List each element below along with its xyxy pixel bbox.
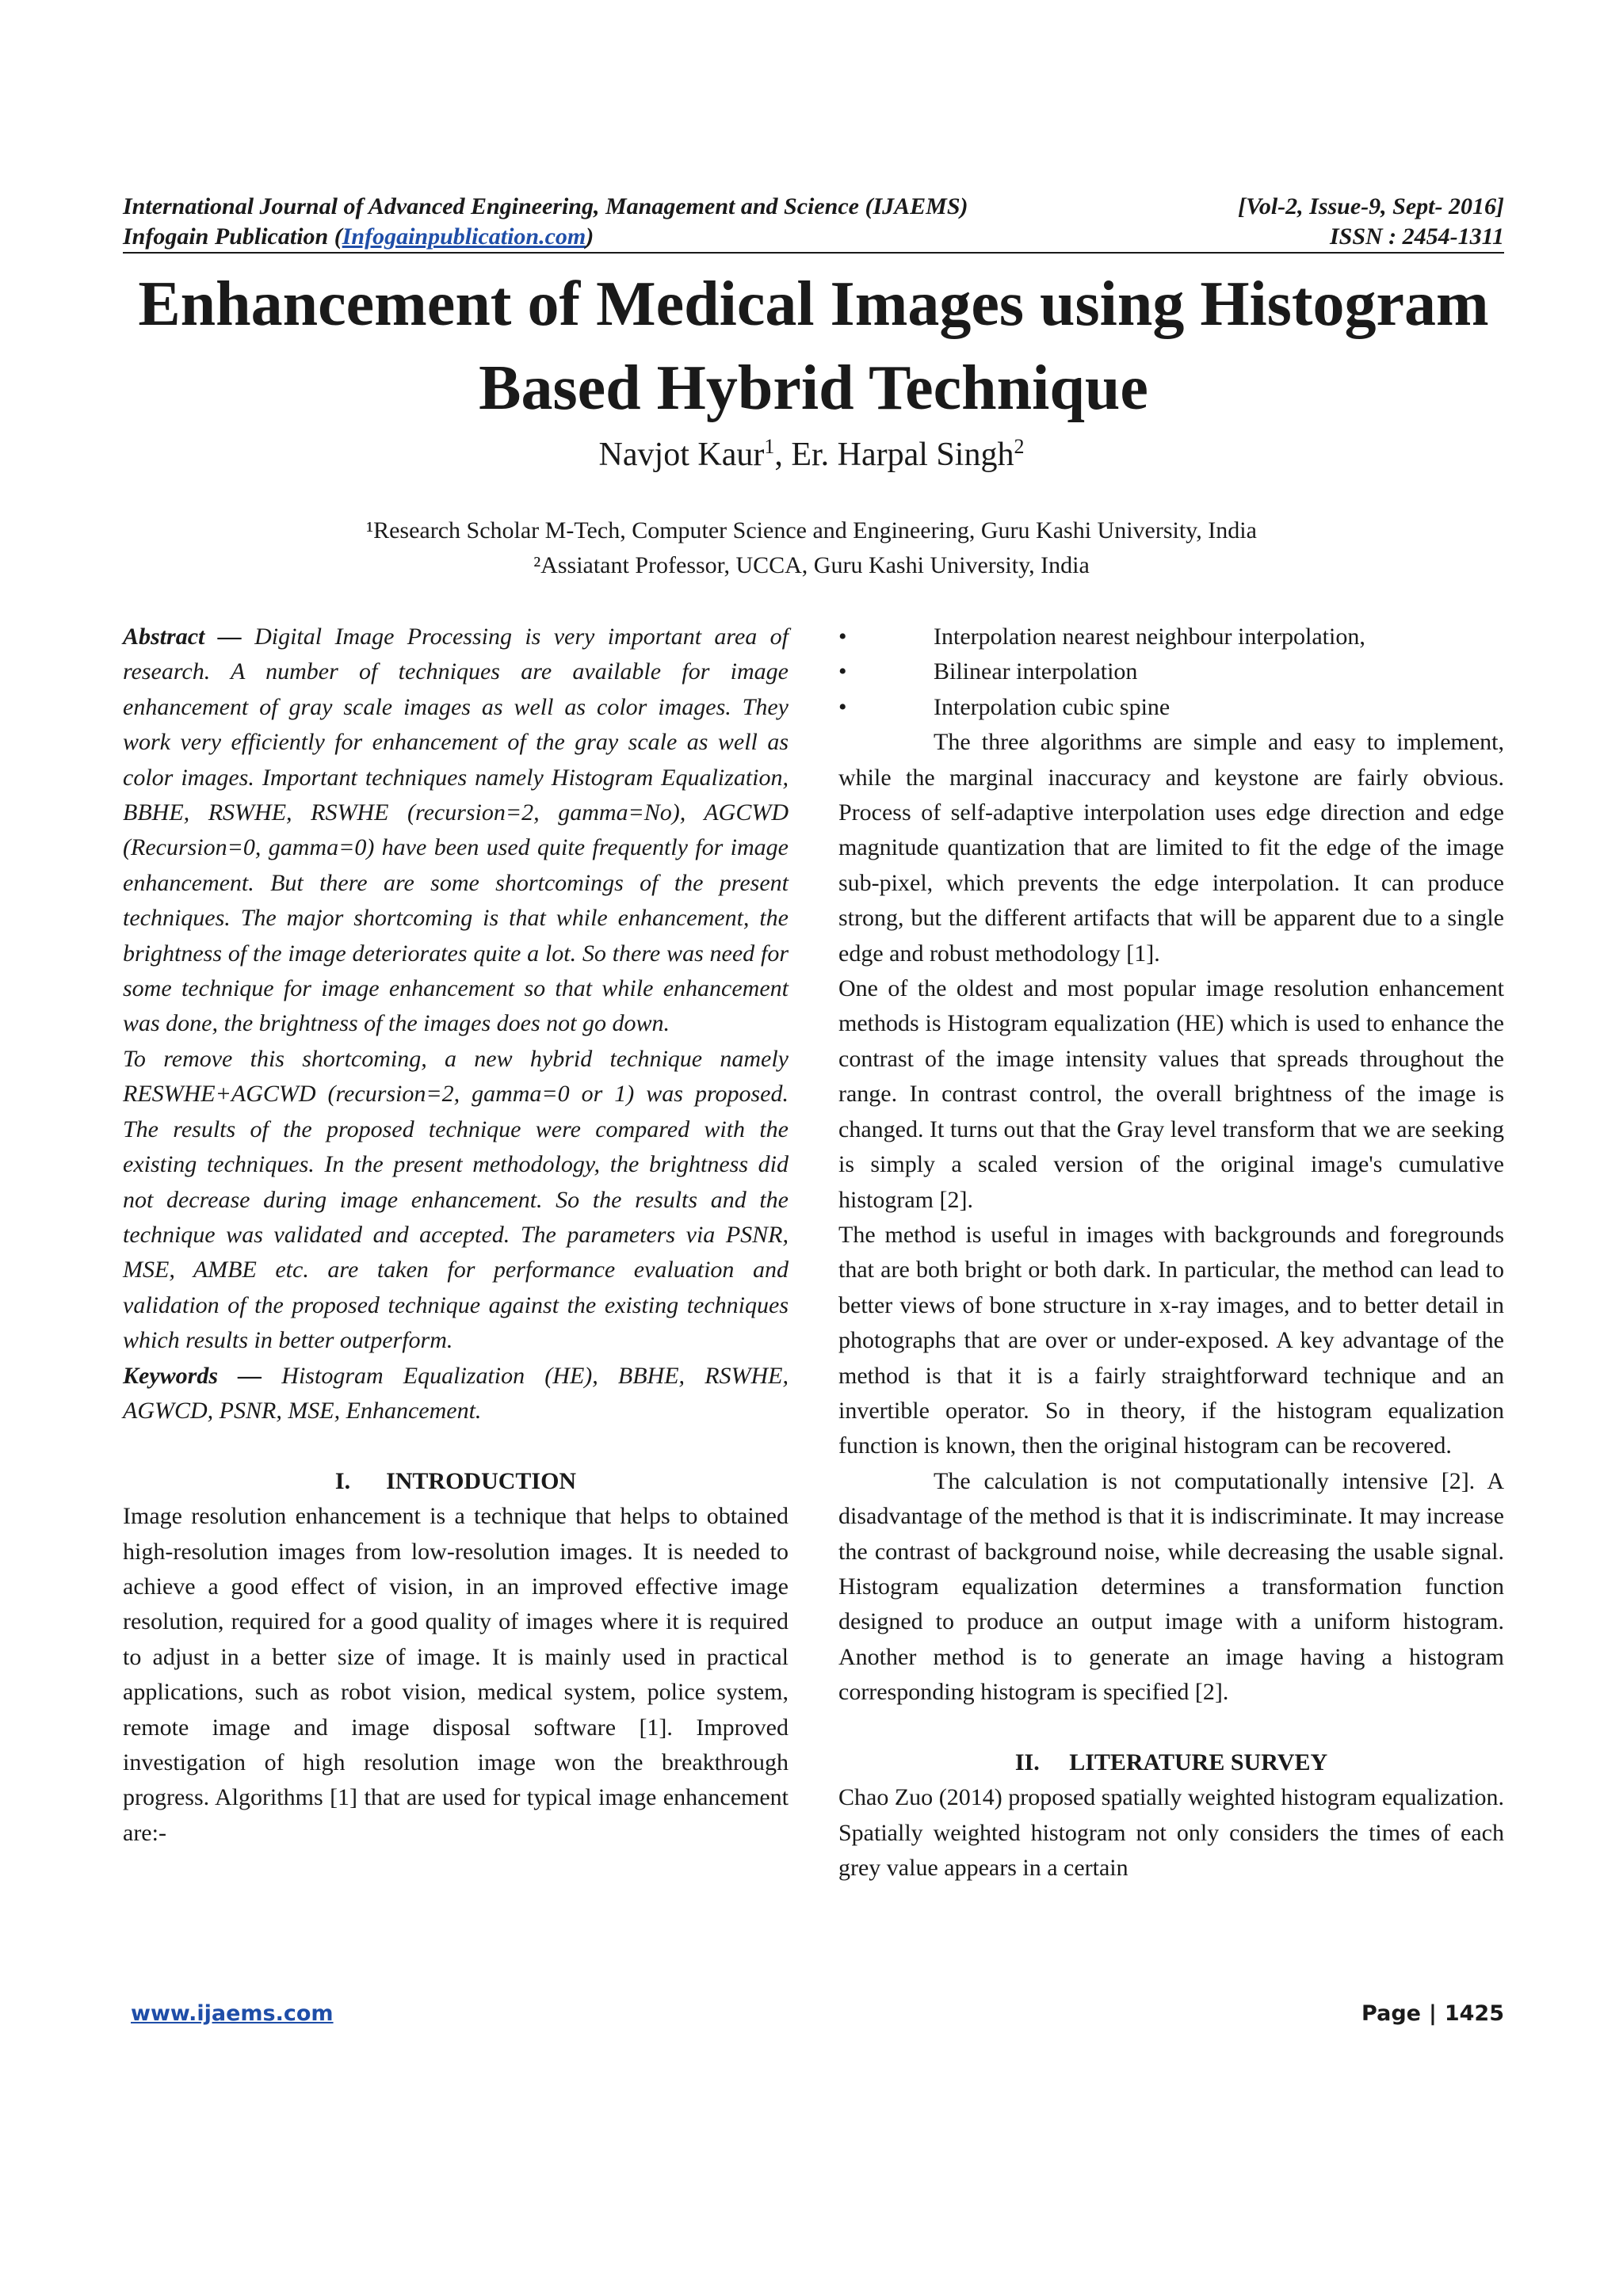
list-item: [838, 690, 1504, 725]
abstract-text-2: To remove this shortcoming, a new hybrid technique namely RESWHE+AGCWD (recursion=2, gamma=0 or 1) was proposed. The results of the proposed technique were compared with the existing techniques. In the present methodology, the brightness did not decrease during image enhancement. So the results and the technique was validated and accepted. The parameters via PSNR, MSE, AMBE etc. are taken for performance evaluation and validation of the proposed technique against the existing techniques which results in better outperform.: [123, 1045, 789, 1354]
author-1-sup: 1: [764, 435, 775, 458]
keywords: [123, 1359, 789, 1429]
algorithm-list: [838, 620, 1504, 725]
author-2: Er. Harpal Singh: [791, 437, 1014, 473]
website-link[interactable]: www.ijaems.com: [131, 2001, 334, 2026]
literature-paragraph-1: Chao Zuo (2014) proposed spatially weighted histogram equalization. Spatially weighted histogram not only considers the times of each grey value appears in a certain: [838, 1784, 1504, 1882]
left-column: [123, 620, 789, 1851]
right-paragraph-1: The three algorithms are simple and easy to implement, while the marginal inaccuracy and keystone are fairly obvious. Process of self-adaptive interpolation uses edge direction and edge magnitude quantization that are limited to fit the edge of the image sub-pixel, which prevents the edge interpolation. It can produce strong, but the different artifacts that will be apparent due to a single edge and robust methodology [1].: [838, 729, 1504, 967]
publisher: [123, 223, 594, 250]
journal-name: International Journal of Advanced Engineering, Management and Science (IJAEMS): [123, 193, 968, 219]
issn: ISSN : 2454-1311: [1329, 223, 1504, 250]
bullet-icon: •: [838, 693, 847, 720]
header-rule: [123, 252, 1504, 254]
right-paragraph-3: The method is useful in images with backgrounds and foregrounds that are both bright or both dark. In particular, the method can lead to better views of bone structure in x-ray images, and to better detail in photographs that are over or under-exposed. A key advantage of the method is that it is a fairly straightforward technique and an invertible operator. So in theory, if the histogram equalization function is known, then the original histogram can be recovered.: [838, 1221, 1504, 1459]
right-paragraph-4: The calculation is not computationally intensive [2]. A disadvantage of the method is that it is indiscriminate. It may increase the contrast of background noise, while decreasing the usable signal. Histogram equalization determines a transformation function designed to produce an output image with a uniform histogram. Another method is to generate an image having a histogram corresponding histogram is specified [2].: [838, 1467, 1504, 1706]
right-paragraph-2: One of the oldest and most popular image resolution enhancement methods is Histogram equalization (HE) which is used to enhance the contrast of the image intensity values that spreads throughout the range. In contrast control, the overall brightness of the image is changed. It turns out that the Gray level transform that we are seeking is simply a scaled version of the original image's cumulative histogram [2].: [838, 975, 1504, 1213]
authors: [0, 425, 1623, 477]
page-footer: [131, 2001, 1504, 2026]
publisher-prefix: Infogain Publication (: [123, 223, 342, 250]
list-item-text: Bilinear interpolation: [934, 658, 1138, 685]
paper-title-line1: Enhancement of Medical Images using Histogram: [138, 269, 1489, 339]
intro-paragraph-1: Image resolution enhancement is a technique that helps to obtained high-resolution images from low-resolution images. It is needed to achieve a good effect of vision, in an improved effective image resolution, required for a good quality of images where it is required to adjust in a better size of image. It is mainly used in practical applications, such as robot vision, medical system, police system, remote image and image disposal software [1]. Improved investigation of high resolution image won the breakthrough progress. Algorithms [1] that are used for typical image enhancement are:-: [123, 1503, 789, 1846]
bullet-icon: •: [838, 624, 847, 650]
page-label: Page: [1361, 2001, 1421, 2026]
journal-header: [123, 193, 1504, 220]
list-item: [838, 620, 1504, 654]
bullet-icon: •: [838, 658, 847, 685]
list-item-text: Interpolation cubic spine: [934, 693, 1170, 720]
publisher-link[interactable]: Infogainpublication.com: [342, 223, 586, 250]
abstract: [123, 620, 789, 1042]
publisher-header: [123, 223, 1504, 250]
keywords-text: Histogram Equalization (HE), BBHE, RSWHE, AGWCD, PSNR, MSE, Enhancement.: [123, 1362, 789, 1424]
keywords-label: Keywords —: [123, 1362, 262, 1389]
publisher-suffix: ): [586, 223, 594, 250]
affiliation-2: ²Assiatant Professor, UCCA, Guru Kashi University, India: [533, 552, 1090, 578]
volume-info: [Vol-2, Issue-9, Sept- 2016]: [1238, 193, 1504, 219]
right-column: [838, 620, 1504, 1886]
section-heading-literature-survey: II. LITERATURE SURVEY: [1014, 1749, 1328, 1775]
spacer: [838, 1711, 1504, 1745]
spacer: [123, 1428, 789, 1463]
page-number-value: 1425: [1444, 2001, 1504, 2026]
author-sep: ,: [774, 437, 792, 473]
abstract-text-1: Digital Image Processing is very important area of research. A number of techniques are available for image enhancement of gray scale images as well as color images. They work very efficiently for enhancement of the gray scale as well as color images. Important techniques namely Histogram Equalization, BBHE, RSWHE, RSWHE (recursion=2, gamma=No), AGCWD (Recursion=0, gamma=0) have been used quite frequently for image enhancement. But there are some shortcomings of the present techniques. The major shortcoming is that while enhancement, the brightness of the image deteriorates quite a lot. So there was need for some technique for image enhancement so that while enhancement was done, the brightness of the images does not go down.: [123, 624, 789, 1037]
affiliation-1: ¹Research Scholar M-Tech, Computer Science and Engineering, Guru Kashi University, India: [366, 517, 1257, 543]
page-number: [1361, 2001, 1504, 2026]
list-item-text: Interpolation nearest neighbour interpolation,: [934, 624, 1365, 650]
list-item: [838, 654, 1504, 689]
abstract-label: Abstract —: [123, 624, 242, 650]
paper-title-line2: Based Hybrid Technique: [479, 353, 1148, 423]
page-separator: |: [1428, 2001, 1437, 2026]
author-1: Navjot Kaur: [598, 437, 765, 473]
section-heading-introduction: I. INTRODUCTION: [334, 1467, 577, 1494]
author-2-sup: 2: [1014, 435, 1025, 458]
